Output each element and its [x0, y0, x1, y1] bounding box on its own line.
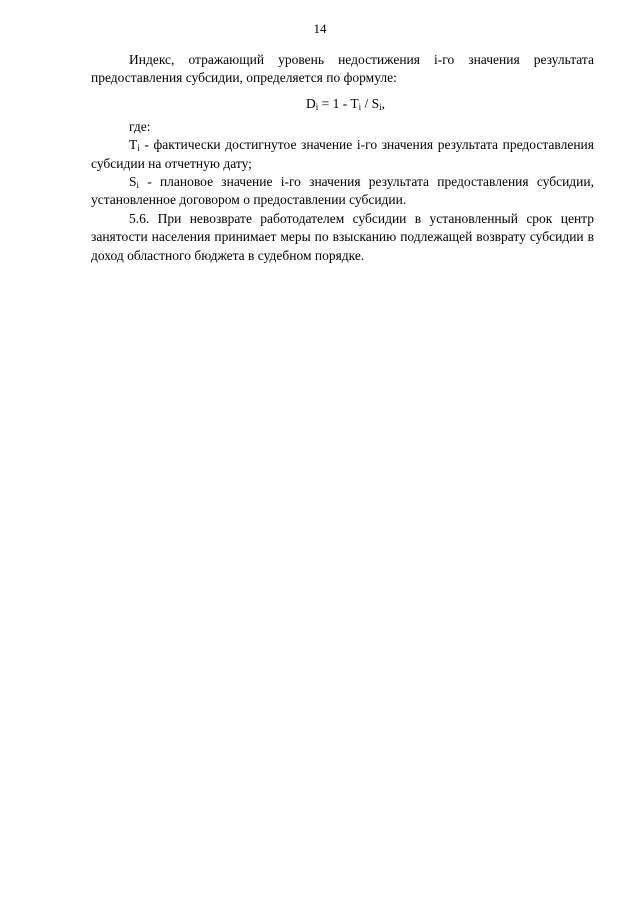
definition-t-subscript: i — [137, 143, 140, 154]
formula-lhs-subscript: i — [315, 101, 319, 112]
definition-s-text: - плановое значение i-го значения результата предоставления субсидии, установленное договором о предоставлении субсидии. — [91, 174, 594, 208]
paragraph-5-6: 5.6. При невозврате работодателем субсидии в установленный срок центр занятости населения принимает меры по взысканию подлежащей возврату субсидии в доход областного бюджета в судебном порядке. — [91, 210, 594, 263]
formula-rhs-subscript: i — [379, 101, 382, 112]
formula-lhs: D — [305, 95, 316, 111]
formula-tail: , — [381, 95, 386, 111]
formula-middle-subscript: i — [358, 101, 362, 112]
formula — [91, 95, 594, 113]
definition-t-text: - фактически достигнутое значение i-го значения результата предоставления субсидии на отчетную дату; — [91, 137, 594, 171]
definition-t — [91, 136, 594, 173]
formula-rhs: / S — [361, 95, 380, 111]
definition-s-subscript: i — [136, 180, 140, 191]
paragraph-index-definition: Индекс, отражающий уровень недостижения i-го значения результата предоставления субсидии, определяется по формуле: — [91, 52, 594, 86]
definition-s — [91, 173, 594, 210]
document-body — [91, 51, 594, 265]
where-label: где: — [129, 118, 151, 134]
definition-t-symbol: T — [129, 137, 138, 153]
formula-middle: = 1 - T — [318, 95, 359, 111]
definition-s-symbol: S — [129, 174, 137, 190]
page-number: 14 — [313, 21, 327, 36]
